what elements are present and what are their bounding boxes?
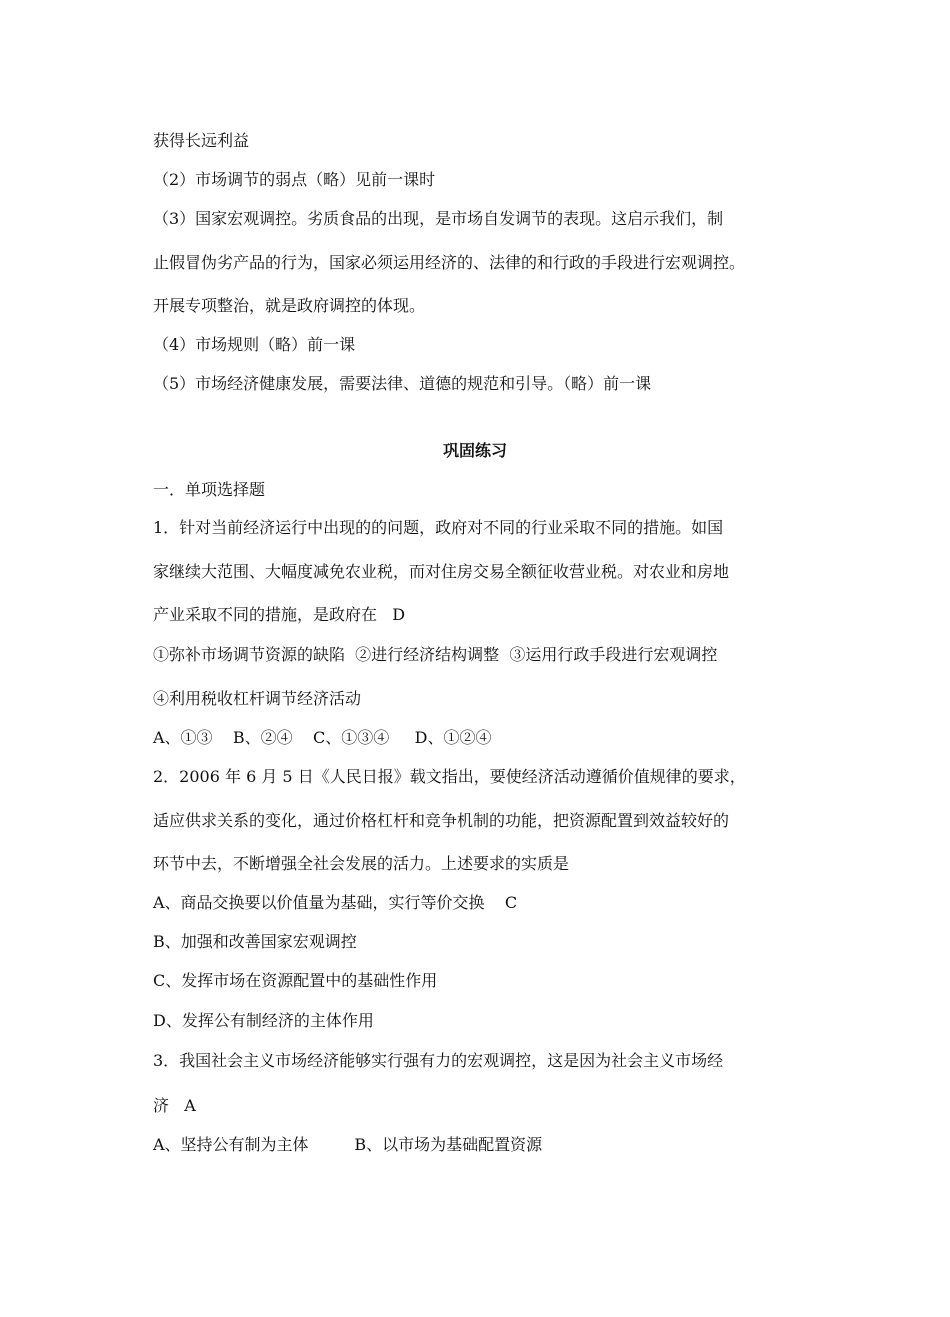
text-line: （2）市场调节的弱点（略）见前一课时 (153, 170, 436, 189)
section-title: 巩固练习 (442, 441, 507, 460)
text-line: （5）市场经济健康发展，需要法律、道德的规范和引导。（略）前一课 (153, 374, 652, 393)
text-line: 获得长远利益 (153, 131, 250, 150)
question-line: 适应供求关系的变化，通过价格杠杆和竞争机制的功能，把资源配置到效益较好的 (153, 811, 730, 830)
answer-option: A、商品交换要以价值量为基础，实行等价交换 C (153, 893, 518, 912)
answer-option: C、发挥市场在资源配置中的基础性作用 (153, 971, 438, 990)
question-line: 环节中去，不断增强全社会发展的活力。上述要求的实质是 (153, 854, 570, 873)
question-line: 2．2006 年 6 月 5 日《人民日报》载文指出，要使经济活动遵循价值规律的要求， (153, 767, 746, 786)
text-line: 止假冒伪劣产品的行为，国家必须运用经济的、法律的和行政的手段进行宏观调控。 (153, 253, 746, 272)
answer-option: B、加强和改善国家宏观调控 (153, 932, 357, 951)
text-line: （3）国家宏观调控。劣质食品的出现，是市场自发调节的表现。这启示我们，制 (153, 209, 724, 228)
question-line: 1．针对当前经济运行中出现的的问题，政府对不同的行业采取不同的措施。如国 (153, 518, 724, 537)
text-line: （4）市场规则（略）前一课 (153, 335, 356, 354)
answer-options: A、坚持公有制为主体 B、以市场为基础配置资源 (153, 1135, 543, 1154)
question-line: ①弥补市场调节资源的缺陷 ②进行经济结构调整 ③运用行政手段进行宏观调控 (153, 645, 718, 664)
answer-options: A、①③ B、②④ C、①③④ D、①②④ (153, 728, 492, 747)
question-line: 济 A (153, 1096, 196, 1115)
answer-option: D、发挥公有制经济的主体作用 (153, 1011, 374, 1030)
section-subtitle: 一．单项选择题 (153, 480, 266, 499)
text-line: 开展专项整治，就是政府调控的体现。 (153, 296, 426, 315)
question-line: ④利用税收杠杆调节经济活动 (153, 689, 362, 708)
question-line: 家继续大范围、大幅度减免农业税，而对住房交易全额征收营业税。对农业和房地 (153, 562, 730, 581)
question-line: 产业采取不同的措施，是政府在 D (153, 605, 406, 624)
question-line: 3．我国社会主义市场经济能够实行强有力的宏观调控，这是因为社会主义市场经 (153, 1051, 724, 1070)
